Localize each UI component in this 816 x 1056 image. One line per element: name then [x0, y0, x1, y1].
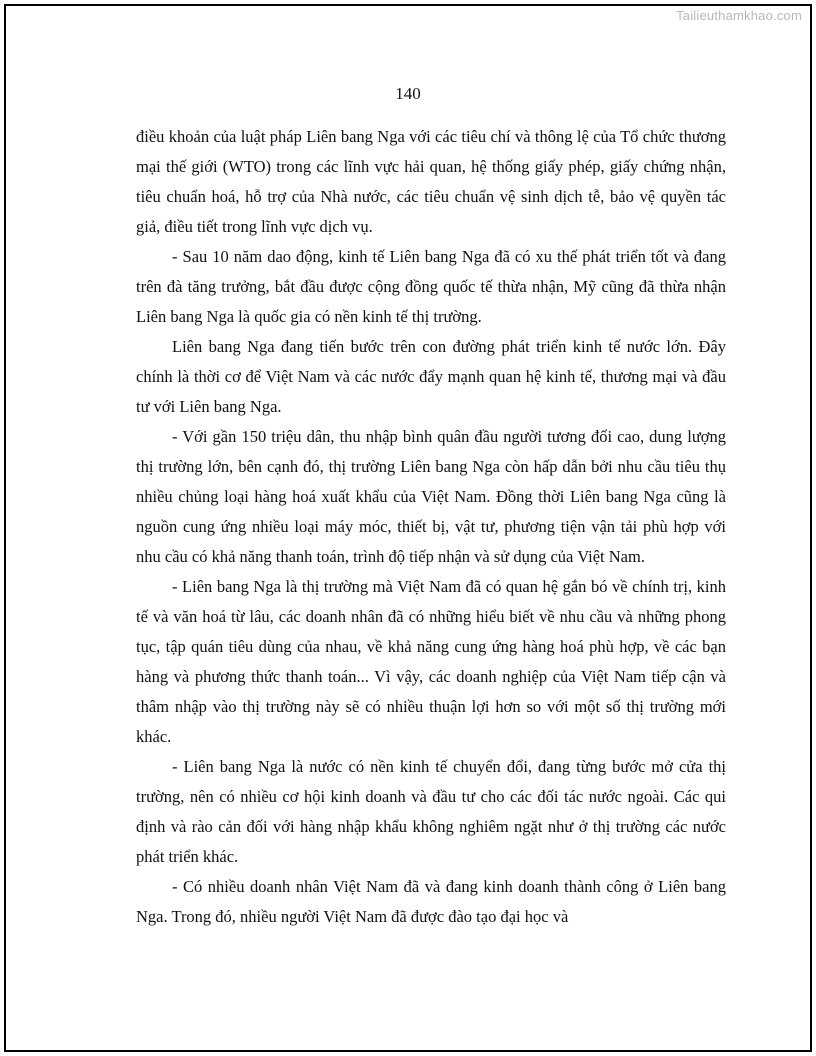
paragraph: - Sau 10 năm dao động, kinh tế Liên bang Nga đã có xu thế phát triển tốt và đang trên đà tăng trưởng, bắt đầu được cộng đồng quốc tế thừa nhận, Mỹ cũng đã thừa nhận Liên bang Nga là quốc gia có nền kinh tế thị trường. — [136, 247, 726, 326]
paragraph: - Liên bang Nga là thị trường mà Việt Nam đã có quan hệ gắn bó về chính trị, kinh tế và văn hoá từ lâu, các doanh nhân đã có những hiểu biết về nhu cầu và những phong tục, tập quán tiêu dùng của nhau, về khả năng cung ứng hàng hoá phù hợp, về các bạn hàng và phương thức thanh toán... Vì vậy, các doanh nghiệp của Việt Nam tiếp cận và thâm nhập vào thị trường này sẽ có nhiều thuận lợi hơn so với một số thị trường mới khác. — [136, 577, 726, 746]
page-content — [136, 122, 726, 932]
page-number: 140 — [395, 84, 421, 103]
paragraph: - Có nhiều doanh nhân Việt Nam đã và đang kinh doanh thành công ở Liên bang Nga. Trong đó, nhiều người Việt Nam đã được đào tạo đại học và — [136, 877, 726, 926]
paragraph: Liên bang Nga đang tiến bước trên con đường phát triển kinh tế nước lớn. Đây chính là thời cơ để Việt Nam và các nước đẩy mạnh quan hệ kinh tế, thương mại và đầu tư với Liên bang Nga. — [136, 337, 726, 416]
watermark-text: Tailieuthamkhao.com — [676, 8, 802, 23]
paragraph: - Với gần 150 triệu dân, thu nhập bình quân đầu người tương đối cao, dung lượng thị trường lớn, bên cạnh đó, thị trường Liên bang Nga còn hấp dẫn bởi nhu cầu tiêu thụ nhiều chủng loại hàng hoá xuất khẩu của Việt Nam. Đồng thời Liên bang Nga cũng là nguồn cung ứng nhiều loại máy móc, thiết bị, vật tư, phương tiện vận tải phù hợp với nhu cầu có khả năng thanh toán, trình độ tiếp nhận và sử dụng của Việt Nam. — [136, 427, 726, 566]
paragraph: - Liên bang Nga là nước có nền kinh tế chuyển đổi, đang từng bước mở cửa thị trường, nên có nhiều cơ hội kinh doanh và đầu tư cho các đối tác nước ngoài. Các qui định và rào cản đối với hàng nhập khẩu không nghiêm ngặt như ở thị trường các nước phát triển khác. — [136, 757, 726, 866]
paragraph-continuation: điều khoản của luật pháp Liên bang Nga với các tiêu chí và thông lệ của Tổ chức thương mại thế giới (WTO) trong các lĩnh vực hải quan, hệ thống giấy phép, giấy chứng nhận, tiêu chuẩn hoá, hỗ trợ của Nhà nước, các tiêu chuẩn vệ sinh dịch tễ, bảo vệ quyền tác giả, điều tiết trong lĩnh vực dịch vụ. — [136, 127, 726, 236]
